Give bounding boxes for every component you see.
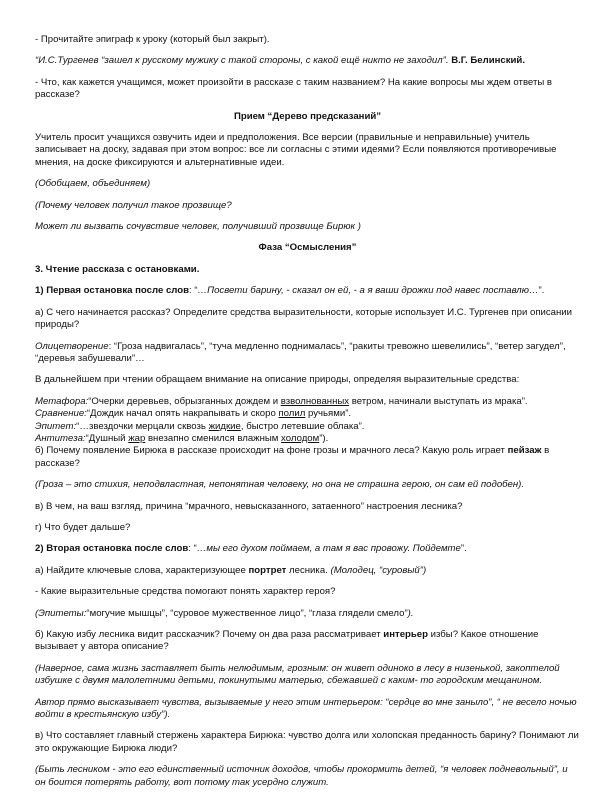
antithesis-underlined-2: холодом — [281, 432, 320, 444]
answer-author-feelings: Автор прямо высказывает чувства, вызываемые у него этим интерьером: “сердце во мне заныло”, “ не весело ночью войти в крестьянскую избу”). — [35, 696, 577, 721]
personification-label: Олицетворение — [35, 340, 109, 352]
simile-text-2: ручьями”. — [305, 408, 352, 420]
second-stop — [35, 543, 580, 555]
first-stop-label: 1) Первая остановка после слов — [35, 285, 190, 297]
question-2v-core: в) Что составляет главный стержень характера Бирюка: чувство долга или холопская преданность барину? Понимают ли это окружающие Бирюка люди? — [35, 730, 579, 754]
second-stop-label: 2) Вторая остановка после слов — [35, 543, 189, 555]
question-2b-text-2: избы? Какое отношение вызывает у автора описание? — [35, 629, 539, 653]
metaphor-text-2: ветром, начинали выступать из мрака”. — [349, 395, 528, 407]
question-b-landscape — [35, 445, 580, 470]
metaphor-line — [35, 396, 580, 408]
paragraph-teacher-instructions: Учитель просит учащихся озвучить идеи и предположения. Все версии (правильные и неправильные) учитель записывает на доску, задавая при этом вопрос: все ли согласны с этими идеями? Если появляются противоречивые мнения, на доске фиксируются и альтернативные идеи. — [35, 132, 557, 168]
heading-reading-text: 3. Чтение рассказа с остановками. — [35, 263, 200, 275]
note-generalize: (Обобщаем, объединяем) — [35, 178, 151, 190]
question-means-character: - Какие выразительные средства помогают понять характер героя? — [35, 586, 336, 598]
answer-hut: (Наверное, сама жизнь заставляет быть нелюдимым, грозным: он живет одиноко в лесу в низенькой, закоптелой избушке с двумя малолетними детьми, покинутыми матерью, сбежавшей с каким- то городским мещанином. — [35, 662, 560, 687]
question-v-mood: в) В чем, на ваш взгляд, причина “мрачного, невысказанного, затаенного” настроения лесника? — [35, 500, 463, 512]
simile-line — [35, 408, 580, 420]
paragraph-question-expectations: - Что, как кажется учащимся, может произойти в рассказе с таким названием? На какие вопросы мы ждем ответы в рассказе? — [35, 76, 553, 101]
question-2a-text-2: лесника. — [286, 564, 331, 576]
heading-comprehension-phase: Фаза “Осмысления” — [258, 242, 357, 254]
question-b-text-2: в рассказе? — [35, 445, 550, 469]
paragraph-epigraph-instruction: - Прочитайте эпиграф к уроку (который был закрыт). — [35, 34, 270, 45]
metaphor-text-1: “Очерки деревьев, обрызганных дождем и — [88, 395, 281, 407]
question-sympathy: Может ли вызвать сочувствие человек, получивший прозвище Бирюк ) — [35, 221, 361, 233]
question-2a-answer: (Молодец, “суровый”) — [330, 564, 427, 576]
epithets-text: “могучие мышцы”, “суровое мужественное лицо”, “глаза глядели смело” — [86, 607, 408, 619]
antithesis-line — [35, 433, 580, 445]
epithet-text-2: , быстро летевшие облака”. — [240, 420, 365, 432]
epithets-label: (Эпитеты: — [35, 607, 87, 619]
personification — [35, 341, 580, 366]
antithesis-label: Антитеза: — [35, 432, 86, 444]
epithet-label: Эпитет: — [35, 420, 77, 432]
personification-text: : “Гроза надвигалась”, “туча медленно поднималась”, “ракиты тревожно шевелились”, “ветер загудел”, “деревья забушевали”… — [35, 340, 566, 364]
first-stop — [35, 285, 580, 297]
antithesis-text-2: внезапно сменился влажным — [145, 432, 282, 444]
antithesis-text-3: ”). — [319, 432, 329, 444]
answer-storm: (Гроза – это стихия, неподвластная, непонятная человеку, но она не страшна герою, он сам ей подобен). — [35, 479, 525, 491]
simile-text-1: “Дождик начал опять накрапывать и скоро — [86, 408, 279, 420]
simile-label: Сравнение: — [35, 408, 87, 420]
first-stop-colon: : “ — [189, 285, 198, 297]
question-b-text-1: б) Почему появление Бирюка в рассказе происходит на фоне грозы и мрачного леса? Какую роль играет — [35, 445, 508, 457]
question-2b-interior — [35, 629, 580, 654]
question-2b-bold: интерьер — [383, 629, 428, 640]
question-a-nature: а) С чего начинается рассказ? Определите средства выразительности, которые использует И.С. Тургенев при описании природы? — [35, 306, 573, 331]
antithesis-underlined-1: жар — [128, 432, 146, 444]
question-2a-portrait — [35, 565, 580, 577]
epithet-line — [35, 421, 580, 433]
epigraph-author: В.Г. Белинский. — [451, 55, 525, 67]
paragraph-further-reading: В дальнейшем при чтении обращаем внимание на описание природы, определяя выразительные средства: — [35, 374, 520, 386]
epithet-text-1: “…звездочки мерцали сквозь — [76, 420, 209, 432]
epigraph — [35, 55, 580, 67]
question-b-bold: пейзаж — [507, 445, 542, 457]
metaphor-underlined: взволнованных — [280, 395, 350, 407]
antithesis-text-1: “Душный — [85, 432, 129, 444]
first-stop-quote: …Посвети барину, - сказал он ей, - а я ваши дрожки под навес поставлю… — [197, 285, 539, 297]
answer-forester: (Быть лесником - это его единственный источник доходов, чтобы прокормить детей, “я человек подневольный”, и он боится потерять работу, вот потому так усердно служит. — [35, 764, 568, 788]
second-stop-end: ”. — [460, 543, 467, 555]
question-2a-bold: портрет — [248, 564, 287, 576]
heading-prediction-tree: Прием “Дерево предсказаний” — [233, 110, 382, 122]
epithets-answer — [35, 608, 580, 620]
question-2b-text-1: б) Какую избу лесника видит рассказчик? Почему он два раза рассматривает — [35, 629, 384, 640]
epithets-end: ). — [407, 607, 414, 619]
question-nickname: (Почему человек получил такое прозвище? — [35, 199, 232, 211]
document-page — [35, 34, 580, 798]
first-stop-end: ”. — [538, 285, 545, 297]
question-g-next: г) Что будет дальше? — [35, 521, 131, 533]
question-2a-text-1: а) Найдите ключевые слова, характеризующее — [35, 564, 249, 576]
simile-underlined: полил — [278, 408, 306, 420]
heading-reading-with-stops — [35, 264, 580, 276]
second-stop-colon: : “ — [188, 543, 197, 555]
second-stop-quote: …мы его духом поймаем, а там я вас провожу. Пойдемте — [196, 543, 461, 555]
epithet-underlined: жидкие — [208, 420, 241, 432]
epigraph-quote: “И.С.Тургенев “зашел к русскому мужику с такой стороны, с какой ещё никто не заходил”. — [35, 55, 449, 67]
metaphor-label: Метафора: — [35, 395, 89, 407]
